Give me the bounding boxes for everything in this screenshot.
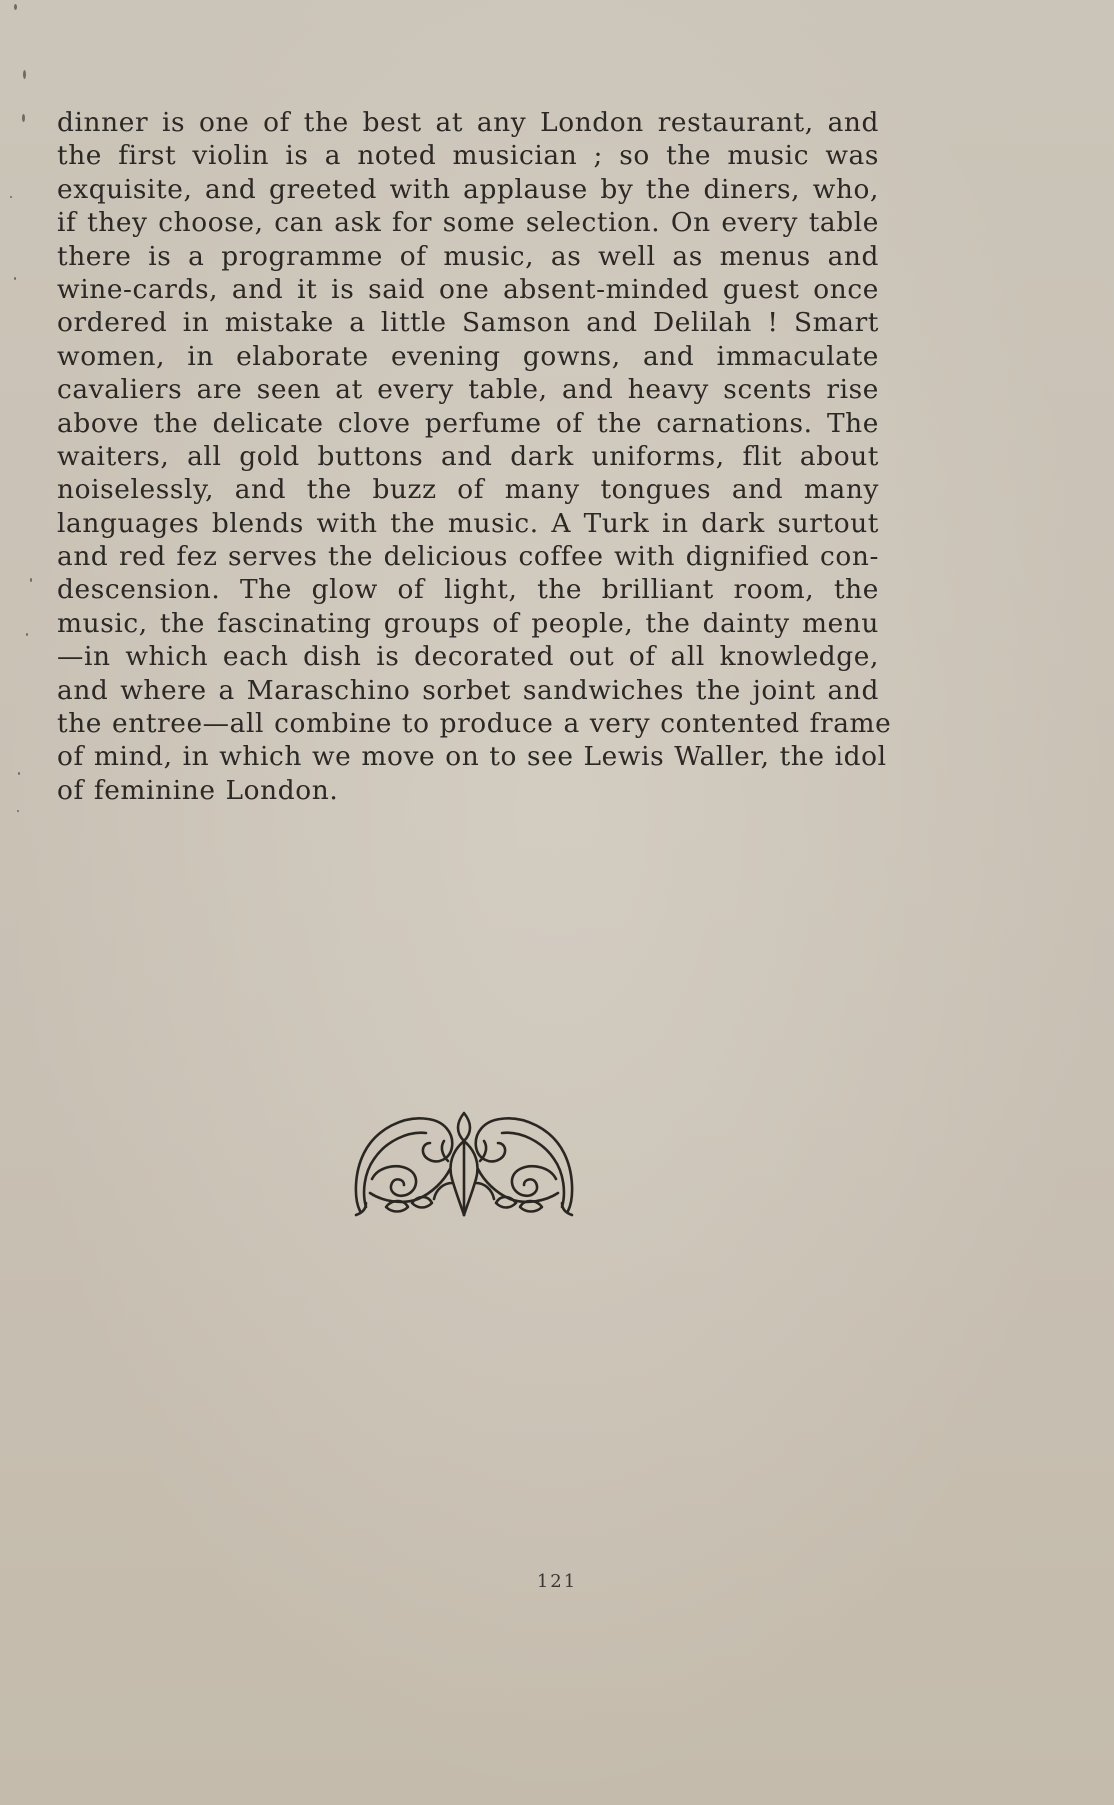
text-line: —in which each dish is decorated out of all knowledge, [57,641,879,673]
text-line: above the delicate clove perfume of the carnations. The [57,407,879,439]
floral-scroll-ornament-icon [352,1103,576,1217]
margin-speck [14,277,16,280]
text-line: if they choose, can ask for some selection. On every table [57,207,879,239]
text-line: and red fez serves the delicious coffee with dignified con- [57,541,879,573]
margin-speck [18,772,20,775]
text-line: wine-cards, and it is said one absent-minded guest once [57,273,879,305]
text-line: dinner is one of the best at any London restaurant, and [57,107,879,138]
margin-speck [17,810,19,812]
text-line: ordered in mistake a little Samson and Delilah ! Smart [57,307,879,339]
text-line: women, in elaborate evening gowns, and immaculate [57,340,879,372]
text-line: of feminine London. [57,774,339,806]
margin-speck [14,4,17,10]
text-line: noiselessly, and the buzz of many tongues and many [57,474,879,506]
text-line: waiters, all gold buttons and dark uniforms, flit about [57,440,879,472]
page-number: 121 [536,1571,578,1592]
text-line: music, the fascinating groups of people, the dainty menu [57,607,879,639]
text-line: the first violin is a noted musician ; so the music was [57,140,879,172]
text-line: the entree—all combine to produce a very contented frame [57,708,892,740]
text-line: languages blends with the music. A Turk in dark surtout [57,507,879,539]
text-line: cavaliers are seen at every table, and heavy scents rise [57,374,879,406]
text-line: descension. The glow of light, the brilliant room, the [57,574,879,606]
text-line: exquisite, and greeted with applause by the diners, who, [57,173,879,205]
margin-speck [10,196,12,198]
body-paragraph [57,106,892,807]
margin-speck [26,633,28,636]
margin-speck [22,114,25,122]
margin-speck [30,578,32,582]
text-line: and where a Maraschino sorbet sandwiches the joint and [57,674,879,706]
text-line: of mind, in which we move on to see Lewis Waller, the idol [57,741,887,773]
margin-speck [23,70,26,79]
text-line: there is a programme of music, as well as menus and [57,240,879,272]
